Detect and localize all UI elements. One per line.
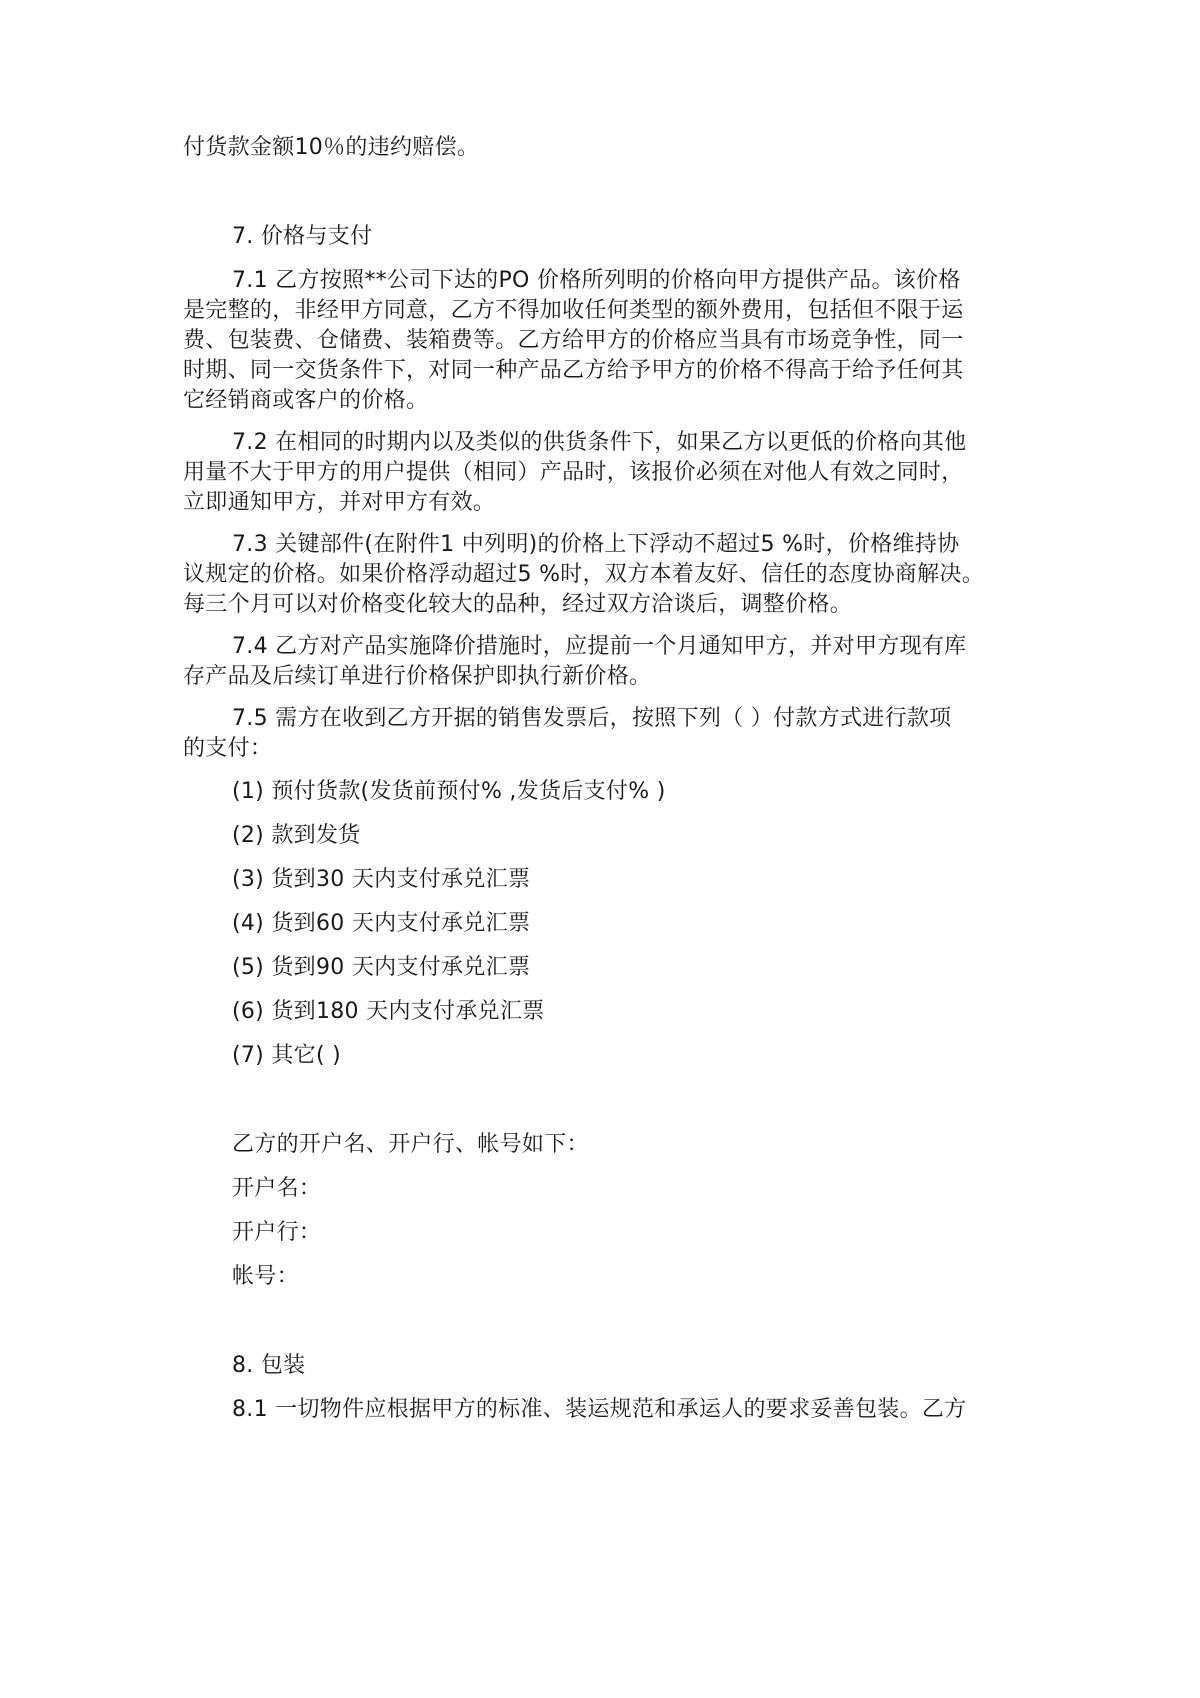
para-7-1-line-2: 是完整的，非经甲方同意，乙方不得加收任何类型的额外费用，包括但不限于运 (183, 298, 964, 323)
para-7-3-line-2: 议规定的价格。如果价格浮动超过5 %时，双方本着友好、信任的态度协商解决。 (183, 562, 984, 587)
continuation-text: 付货款金额10％的违约赔偿。 (183, 135, 480, 160)
para-7-3-line-1: 7.3 关键部件(在附件1 中列明)的价格上下浮动不超过5 %时，价格维持协 (232, 532, 960, 557)
para-7-2-line-3: 立即通知甲方，并对甲方有效。 (183, 490, 496, 515)
payment-option-2: (2) 款到发货 (232, 823, 361, 848)
para-7-5-line-1: 7.5 需方在收到乙方开据的销售发票后，按照下列（ ）付款方式进行款项 (232, 706, 952, 731)
para-7-3-line-3: 每三个月可以对价格变化较大的品种，经过双方洽谈后，调整价格。 (183, 592, 853, 617)
para-7-1-line-5: 它经销商或客户的价格。 (183, 388, 429, 413)
payment-option-3: (3) 货到30 天内支付承兑汇票 (232, 867, 531, 892)
account-name-label: 开户名： (232, 1176, 322, 1201)
para-7-1-line-1: 7.1 乙方按照**公司下达的PO 价格所列明的价格向甲方提供产品。该价格 (232, 268, 961, 293)
section-7-heading: 7. 价格与支付 (232, 224, 373, 249)
payment-option-1: (1) 预付货款(发货前预付% ,发货后支付% ) (232, 779, 666, 804)
para-7-4-line-1: 7.4 乙方对产品实施降价措施时，应提前一个月通知甲方，并对甲方现有库 (232, 634, 967, 659)
payment-option-4: (4) 货到60 天内支付承兑汇票 (232, 911, 531, 936)
para-7-1-line-4: 时期、同一交货条件下，对同一种产品乙方给予甲方的价格不得高于给予任何其 (183, 358, 964, 383)
para-7-2-line-2: 用量不大于甲方的用户提供（相同）产品时，该报价必须在对他人有效之同时， (183, 460, 964, 485)
account-intro: 乙方的开户名、开户行、帐号如下： (232, 1132, 589, 1157)
para-7-1-line-3: 费、包装费、仓储费、装箱费等。乙方给甲方的价格应当具有市场竞争性，同一 (183, 328, 964, 353)
account-bank-label: 开户行： (232, 1220, 322, 1245)
para-7-2-line-1: 7.2 在相同的时期内以及类似的供货条件下，如果乙方以更低的价格向其他 (232, 430, 967, 455)
para-7-4-line-2: 存产品及后续订单进行价格保护即执行新价格。 (183, 664, 652, 689)
account-number-label: 帐号： (232, 1264, 299, 1289)
section-8-heading: 8. 包装 (232, 1353, 306, 1378)
payment-option-6: (6) 货到180 天内支付承兑汇票 (232, 999, 545, 1024)
payment-option-5: (5) 货到90 天内支付承兑汇票 (232, 955, 531, 980)
para-8-1-line-1: 8.1 一切物件应根据甲方的标准、装运规范和承运人的要求妥善包装。乙方 (232, 1397, 967, 1422)
payment-option-7: (7) 其它( ) (232, 1043, 342, 1068)
para-7-5-line-2: 的支付： (183, 736, 273, 761)
